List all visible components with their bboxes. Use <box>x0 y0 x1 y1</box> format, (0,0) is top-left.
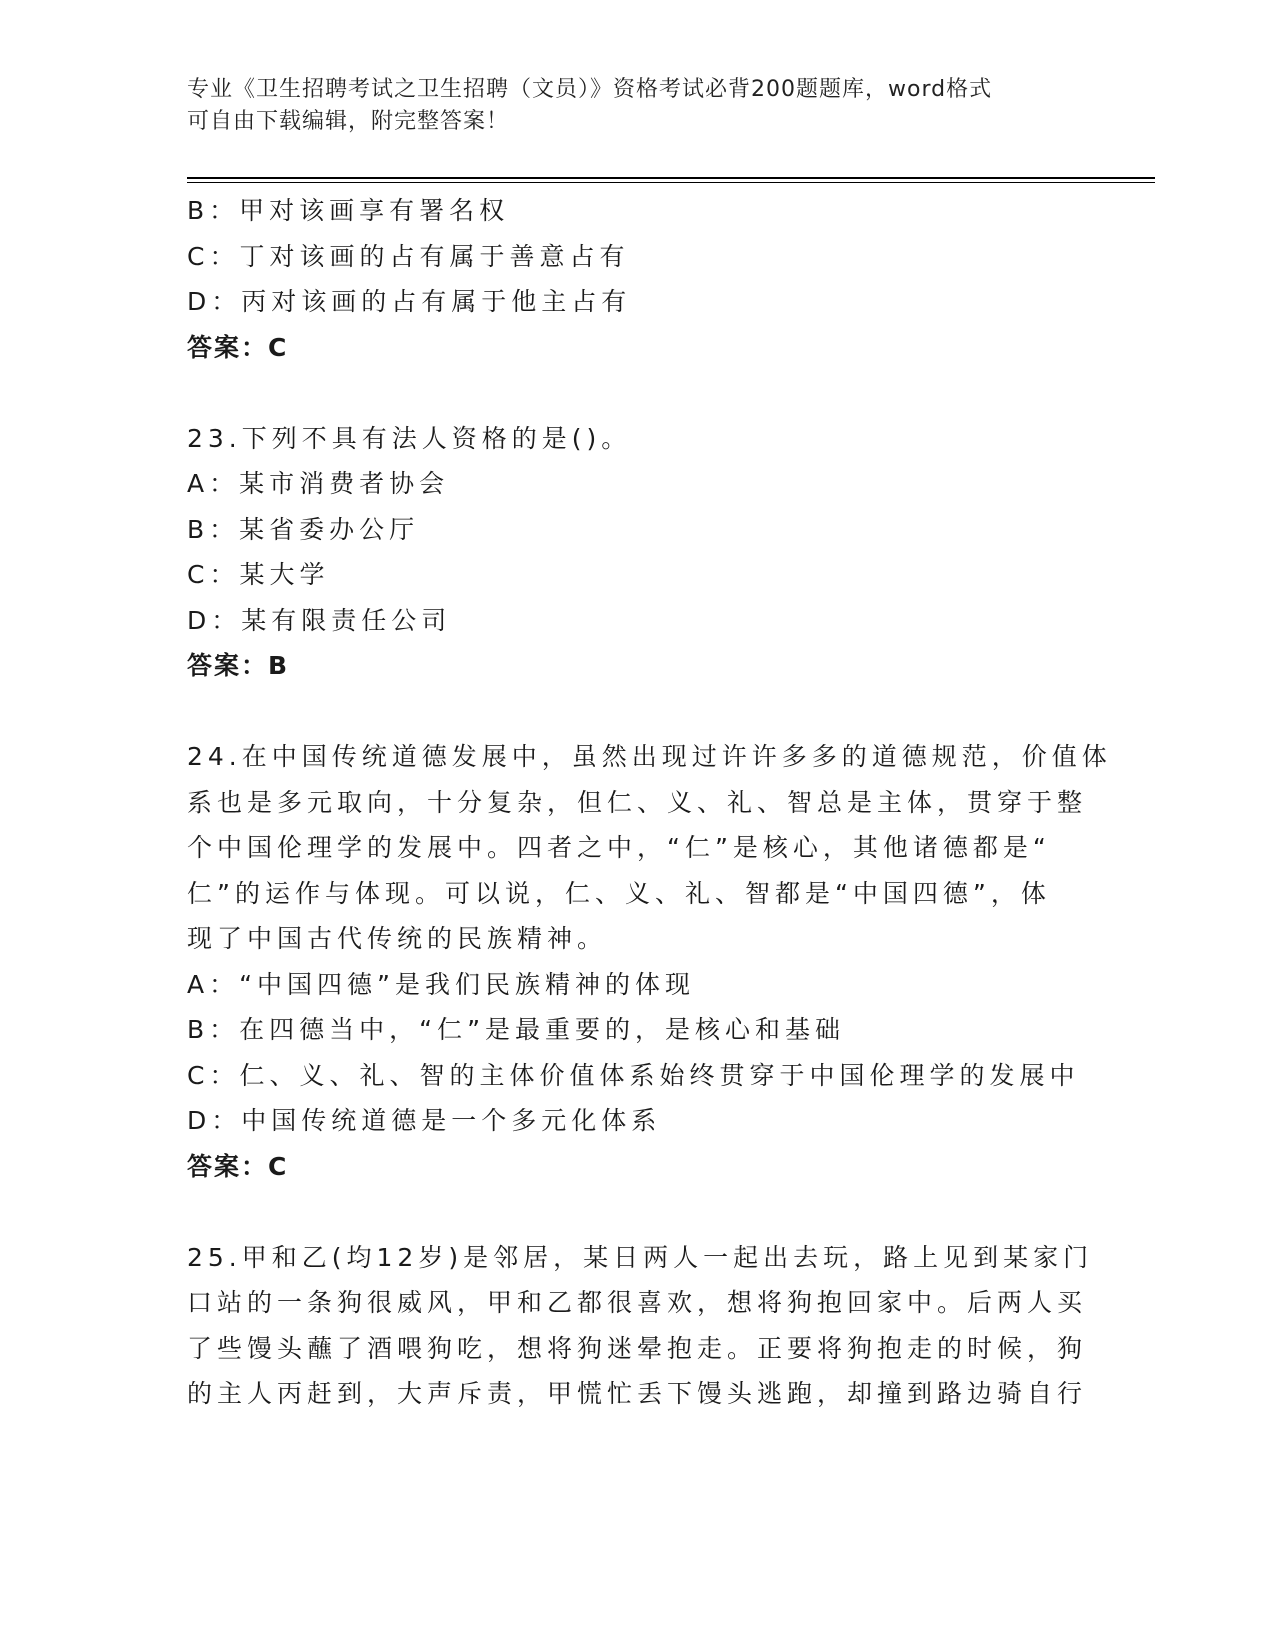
header-divider-thick <box>187 177 1155 179</box>
q24-question-line-2: 系也是多元取向，十分复杂，但仁、义、礼、智总是主体，贯穿于整 <box>187 787 1088 817</box>
q24-option-b: B：在四德当中，“仁”是最重要的，是核心和基础 <box>187 1015 846 1044</box>
spacer <box>187 1189 1087 1235</box>
q25-question-line-3: 了些馒头蘸了酒喂狗吃，想将狗迷晕抱走。正要将狗抱走的时候，狗 <box>187 1333 1088 1363</box>
spacer <box>187 689 1087 735</box>
q23-option-d: D：某有限责任公司 <box>187 605 452 635</box>
q22-option-c: C：丁对该画的占有属于善意占有 <box>187 241 630 271</box>
header-title-line-1: 专业《卫生招聘考试之卫生招聘（文员）》资格考试必背200题题库，word格式 <box>187 77 993 102</box>
q24-question-line-5: 现了中国古代传统的民族精神。 <box>187 924 608 953</box>
q22-option-b: B：甲对该画享有署名权 <box>187 196 510 225</box>
page-header <box>187 74 1067 138</box>
q24-option-c: C：仁、义、礼、智的主体价值体系始终贯穿于中国伦理学的发展中 <box>187 1060 1080 1090</box>
spacer <box>187 370 1087 416</box>
q25-question-line-2: 口站的一条狗很威风，甲和乙都很喜欢，想将狗抱回家中。后两人买 <box>187 1288 1088 1317</box>
q24-option-a: A：“中国四德”是我们民族精神的体现 <box>187 969 696 999</box>
question-content <box>187 188 1112 1417</box>
q24-answer: 答案：C <box>187 1151 289 1181</box>
q23-option-b: B：某省委办公厅 <box>187 514 420 544</box>
q23-question: 23.下列不具有法人资格的是()。 <box>187 423 632 453</box>
header-divider-thin <box>187 182 1155 183</box>
q25-question-line-1: 25.甲和乙(均12岁)是邻居，某日两人一起出去玩，路上见到某家门 <box>187 1242 1094 1272</box>
q23-option-a: A：某市消费者协会 <box>187 469 450 498</box>
q22-option-d: D：丙对该画的占有属于他主占有 <box>187 287 632 316</box>
q25-question-line-4: 的主人丙赶到，大声斥责，甲慌忙丢下馒头逃跑，却撞到路边骑自行 <box>187 1379 1088 1408</box>
q22-answer: 答案：C <box>187 332 289 362</box>
header-title-line-2: 可自由下载编辑，附完整答案！ <box>187 109 510 134</box>
q24-question-line-4: 仁”的运作与体现。可以说，仁、义、礼、智都是“中国四德”，体 <box>187 878 1051 908</box>
q24-question-line-1: 24.在中国传统道德发展中，虽然出现过许许多多的道德规范，价值体 <box>187 742 1112 771</box>
q23-option-c: C：某大学 <box>187 560 330 589</box>
q24-question-line-3: 个中国伦理学的发展中。四者之中，“仁”是核心，其他诸德都是“ <box>187 833 1051 862</box>
q24-option-d: D：中国传统道德是一个多元化体系 <box>187 1106 662 1135</box>
q23-answer: 答案：B <box>187 651 290 680</box>
